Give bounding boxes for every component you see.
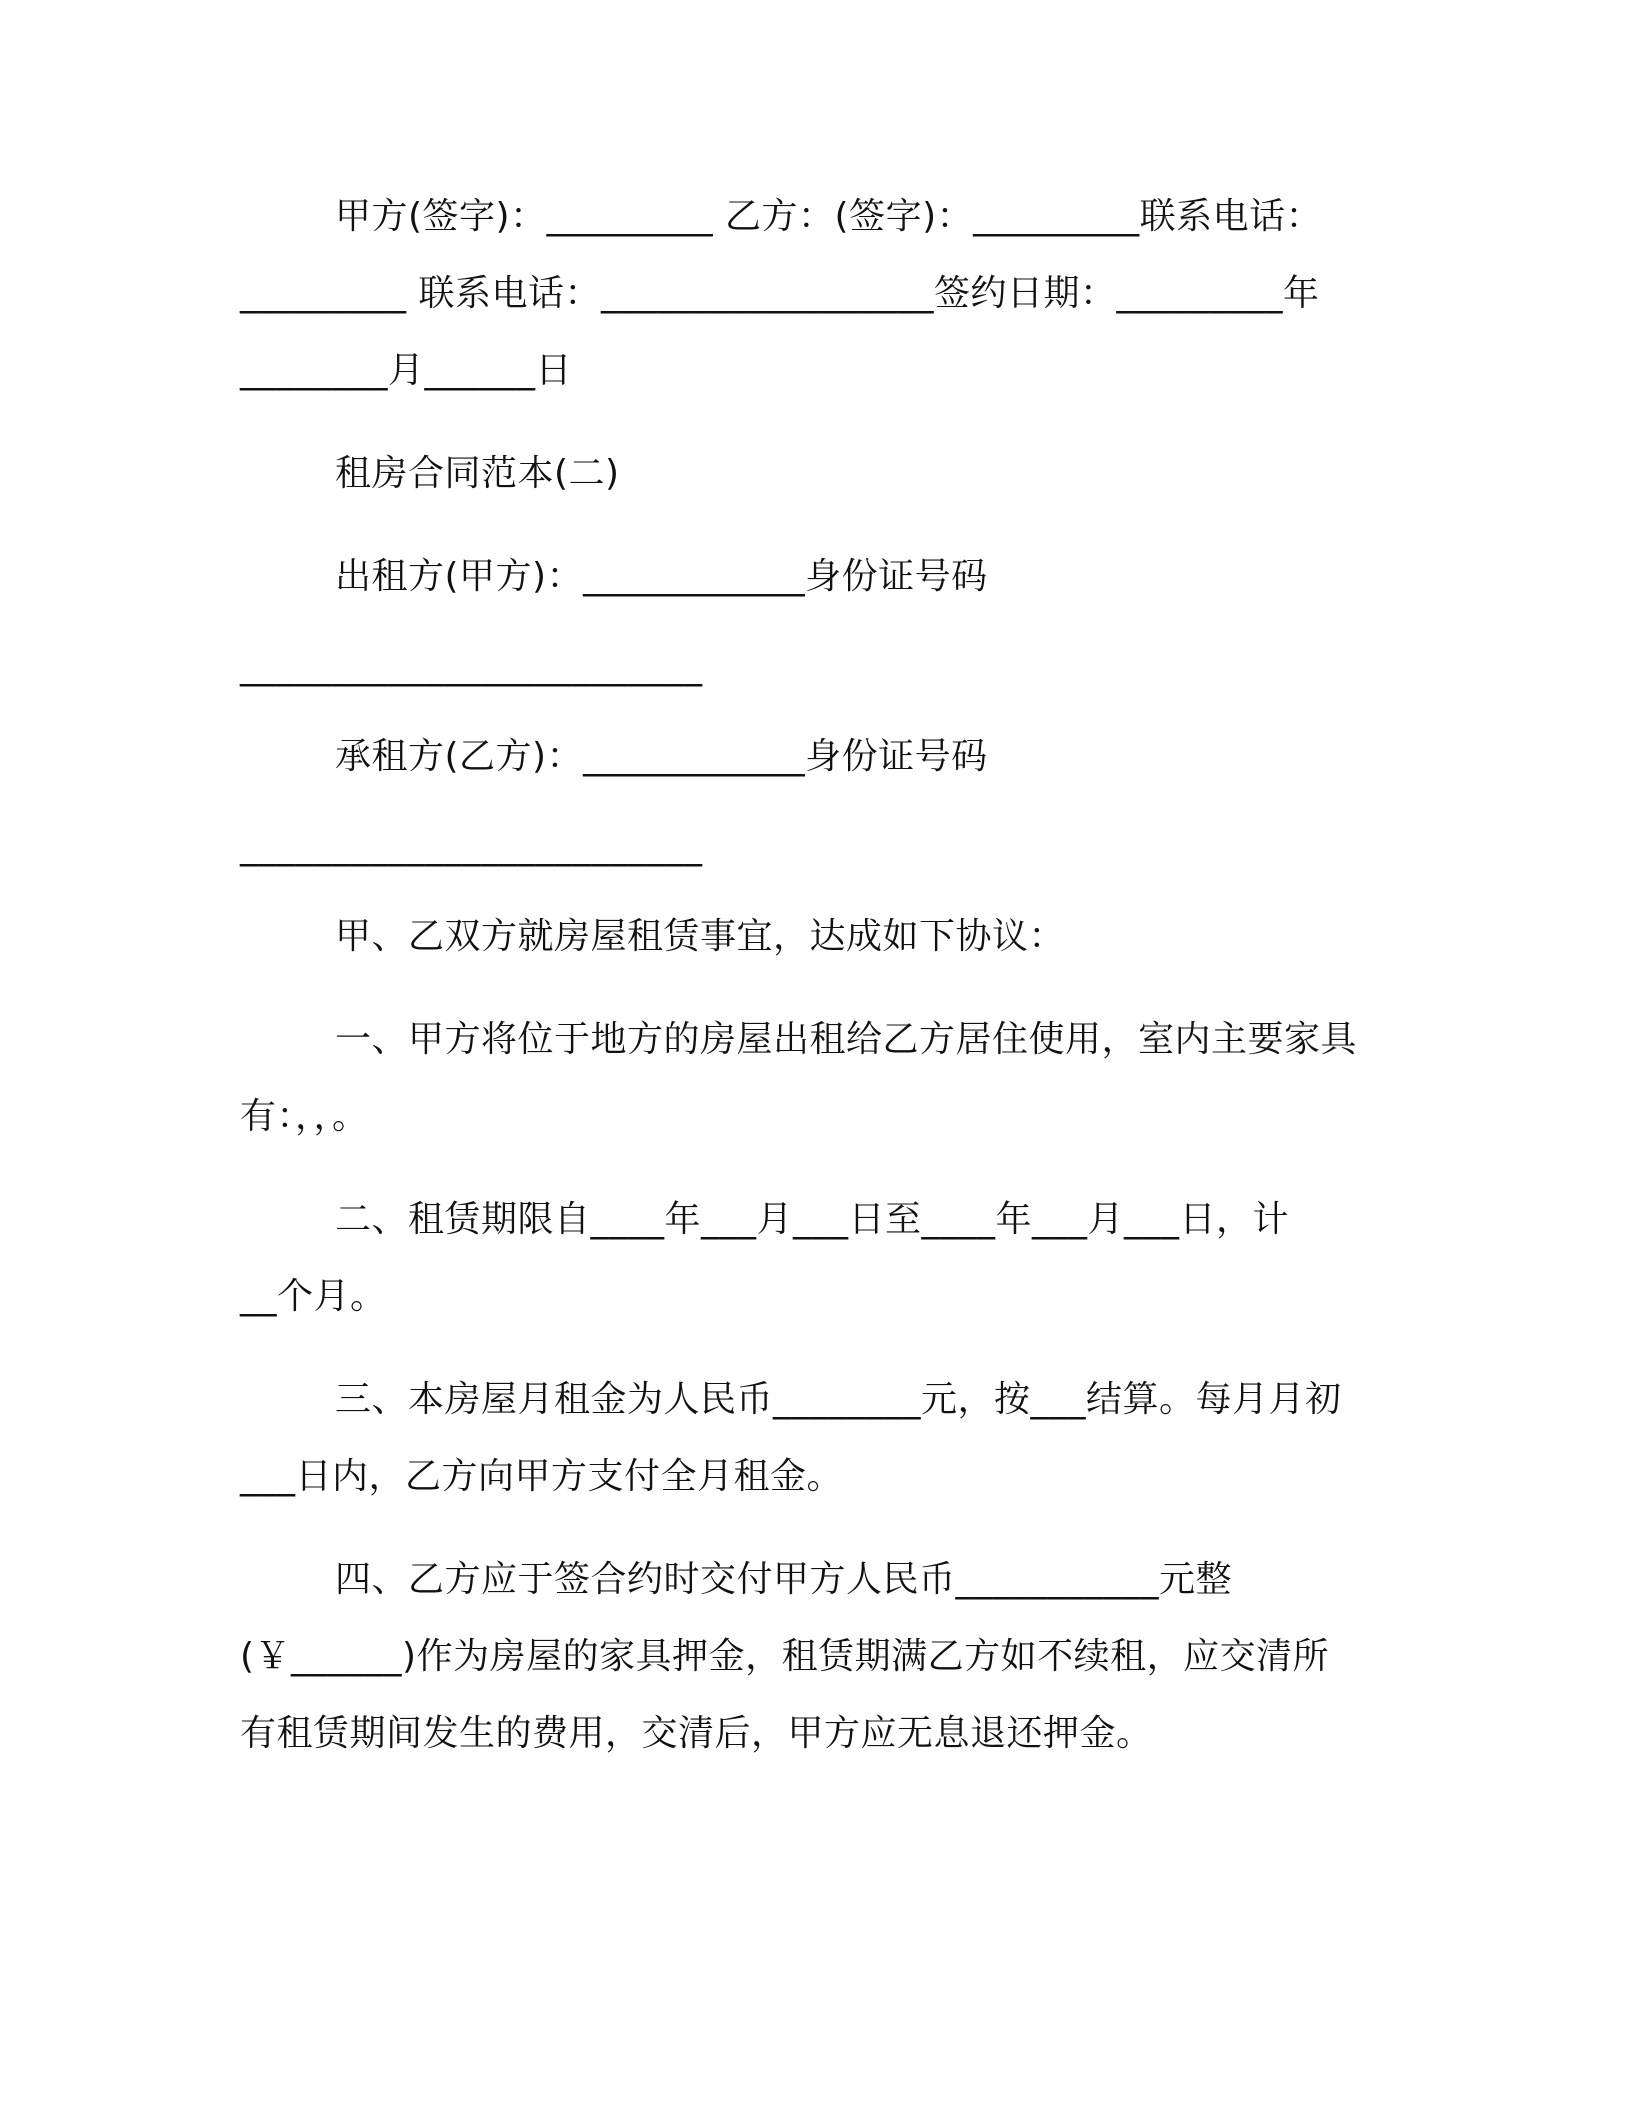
clause-1-line-2: 有：，，。 — [240, 1096, 369, 1137]
clause-1-line-1: 一、甲方将位于地方的房屋出租给乙方居住使用，室内主要家具 — [335, 1019, 1358, 1060]
lessor-id-blank: _________________________ — [240, 646, 703, 687]
signature-line-2: _________ 联系电话：__________________签约日期：_________年 — [240, 273, 1320, 314]
lessor-line: 出租方(甲方)：____________身份证号码 — [335, 556, 988, 597]
signature-line-3: ________月______日 — [240, 350, 572, 391]
clause-3-line-1: 三、本房屋月租金为人民币________元，按___结算。每月月初 — [335, 1379, 1342, 1420]
agreement-intro: 甲、乙双方就房屋租赁事宜，达成如下协议： — [335, 916, 1066, 957]
lessee-id-blank: _________________________ — [240, 826, 703, 867]
document-title: 租房合同范本(二) — [335, 453, 620, 494]
signature-line-1: 甲方(签字)：_________ 乙方：(签字)：_________联系电话： — [335, 196, 1323, 237]
lessee-line: 承租方(乙方)：____________身份证号码 — [335, 736, 988, 777]
clause-4-line-3: 有租赁期间发生的费用，交清后，甲方应无息退还押金。 — [240, 1713, 1153, 1754]
clause-2-line-1: 二、租赁期限自____年___月___日至____年___月___日，计 — [335, 1199, 1290, 1240]
clause-4-line-2: (￥______)作为房屋的家具押金，租赁期满乙方如不续租，应交清所 — [240, 1636, 1330, 1677]
clause-3-line-2: ___日内，乙方向甲方支付全月租金。 — [240, 1456, 844, 1497]
clause-4-line-1: 四、乙方应于签合约时交付甲方人民币___________元整 — [335, 1559, 1233, 1600]
clause-2-line-2: __个月。 — [240, 1276, 387, 1317]
